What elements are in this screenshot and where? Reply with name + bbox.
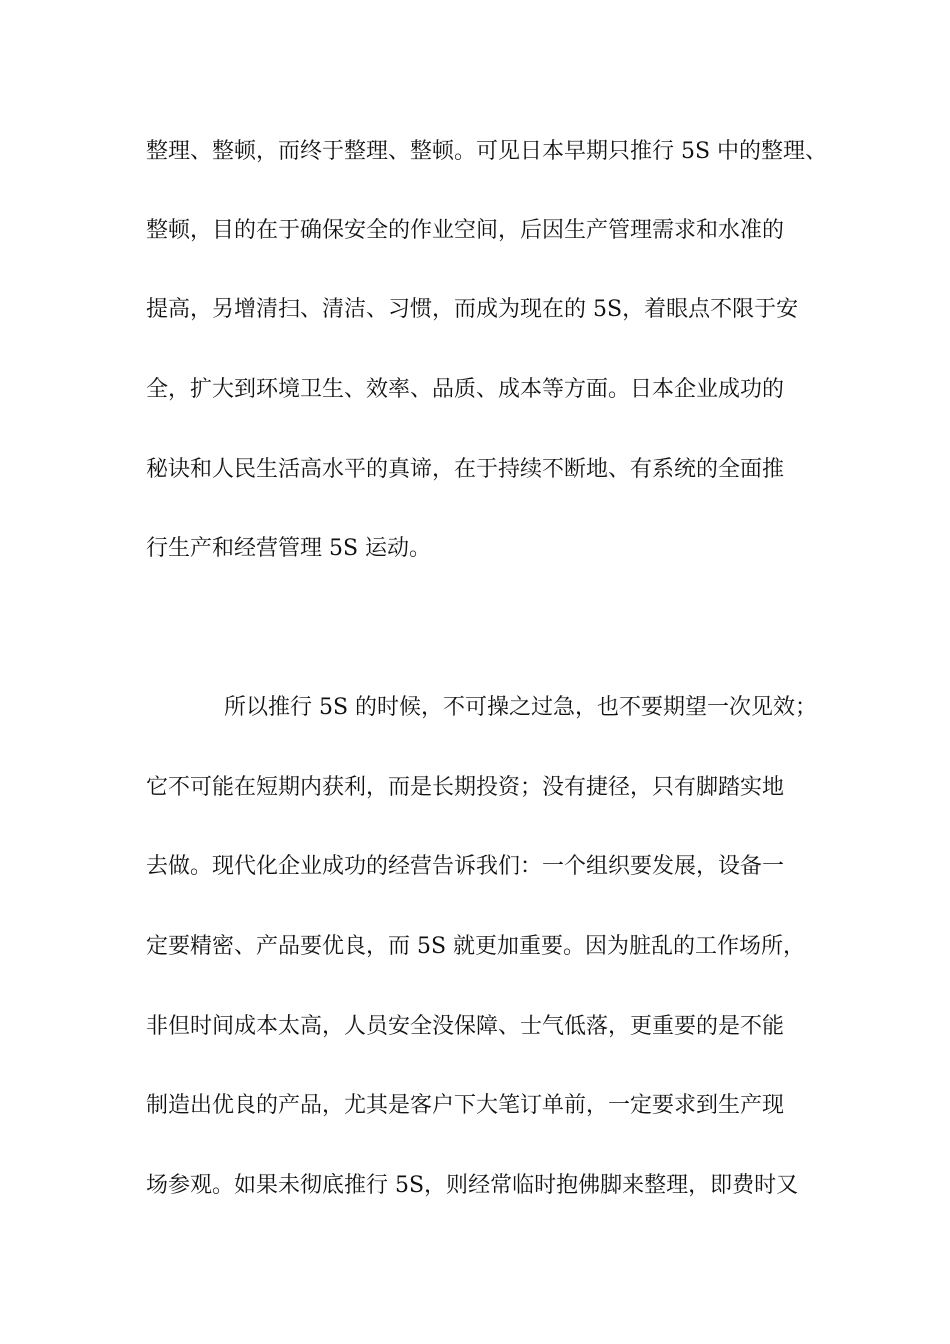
paragraph-2-line-1: 所以推行 5S 的时候，不可操之过急，也不要期望一次见效； <box>224 695 818 720</box>
paragraph-2-line-5: 非但时间成本太高，人员安全没保障、士气低落，更重要的是不能 <box>146 1014 785 1039</box>
paragraph-2-line-3: 去做。现代化企业成功的经营告诉我们：一个组织要发展，设备一 <box>146 854 785 879</box>
paragraph-1-line-1: 整理、整顿，而终于整理、整顿。可见日本早期只推行 5S 中的整理、 <box>146 139 828 164</box>
paragraph-1-line-3: 提高，另增清扫、清洁、习惯，而成为现在的 5S，着眼点不限于安 <box>146 297 799 322</box>
paragraph-2-line-4: 定要精密、产品要优良，而 5S 就更加重要。因为脏乱的工作场所， <box>146 934 806 959</box>
paragraph-2-line-6: 制造出优良的产品，尤其是客户下大笔订单前，一定要求到生产现 <box>146 1093 785 1118</box>
paragraph-1-line-2: 整顿，目的在于确保安全的作业空间，后因生产管理需求和水准的 <box>146 218 785 243</box>
paragraph-1-line-5: 秘诀和人民生活高水平的真谛，在于持续不断地、有系统的全面推 <box>146 457 785 482</box>
paragraph-1-line-4: 全，扩大到环境卫生、效率、品质、成本等方面。日本企业成功的 <box>146 377 785 402</box>
paragraph-2-line-2: 它不可能在短期内获利，而是长期投资；没有捷径，只有脚踏实地 <box>146 775 785 800</box>
paragraph-2-line-7: 场参观。如果未彻底推行 5S，则经常临时抱佛脚来整理，即费时又 <box>146 1173 799 1198</box>
paragraph-1-line-6: 行生产和经营管理 5S 运动。 <box>146 536 432 561</box>
